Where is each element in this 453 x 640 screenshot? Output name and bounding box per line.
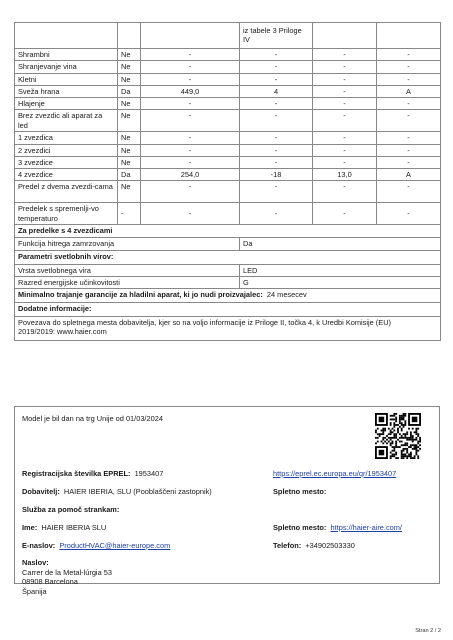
table-cell: Ne [118,132,141,144]
table-cell: - [377,203,441,225]
address-label: Naslov: [22,558,49,567]
table-cell: - [313,98,377,110]
supplier-info-box [14,406,440,596]
section-heading: Za predelke s 4 zvezdicami [15,225,441,238]
table-cell: iz tabele 3 Priloge IV [240,23,313,49]
compartment-name: Shranjevanje vina [15,61,118,73]
table-cell: A [377,169,441,181]
light-type-label: Vrsta svetlobnega vira [15,264,240,276]
table-cell: - [377,144,441,156]
energy-class-label: Razred energijske učinkovitosti [15,276,240,288]
additional-text-line: Povezava do spletnega mesta dobavitelja, kjer so na voljo informacije iz Priloge II, točka 4, k Uredbi Komisije (EU) [18,318,391,327]
compartment-name: Predelek s spremenlji-vo temperaturo [15,203,118,225]
table-cell: - [377,156,441,168]
phone-line [273,541,355,550]
compartment-name: Hlajenje [15,98,118,110]
table-cell: 449,0 [141,85,240,97]
table-cell: - [240,132,313,144]
table-cell: 254,0 [141,169,240,181]
table-cell: - [313,132,377,144]
table-row [15,289,441,303]
table-cell: Ne [118,144,141,156]
table-cell: - [313,85,377,97]
eprel-link[interactable]: https://eprel.ec.europa.eu/qr/1953407 [273,469,397,478]
phone-value: +34902503330 [305,541,355,550]
table-cell: -18 [240,169,313,181]
light-type-value: LED [240,264,441,276]
table-cell: - [240,156,313,168]
table-cell: - [240,110,313,132]
table-cell: - [313,203,377,225]
table-cell: - [240,49,313,61]
supplier-value: HAIER IBERIA, SLU (Pooblaščeni zastopnik) [63,487,212,496]
website-label: Spletno mesto: [273,487,327,496]
compartment-name: Sveža hrana [15,85,118,97]
table-cell: - [141,49,240,61]
table-row [15,49,441,61]
table-cell: - [313,49,377,61]
compartment-name: 2 zvezdici [15,144,118,156]
table-cell: Ne [118,110,141,132]
compartment-name: 1 zvezdica [15,132,118,144]
supplier-line [22,487,212,496]
phone-label: Telefon: [273,541,302,550]
table-cell: - [240,181,313,203]
table-cell: - [377,98,441,110]
name-line [22,523,106,532]
table-cell: 13,0 [313,169,377,181]
table-row [15,144,441,156]
address-line: Španija [22,586,47,596]
address-line: 08908 Barcelona [22,577,78,587]
table-cell: Da [118,85,141,97]
table-row [15,156,441,168]
table-cell: - [240,98,313,110]
table-row [15,73,441,85]
address-block [22,558,112,597]
qr-code[interactable] [375,413,421,459]
table-cell: A [377,85,441,97]
table-cell: - [313,110,377,132]
table-cell: - [313,156,377,168]
table-row [15,317,441,341]
email-label: E-naslov: [22,541,56,550]
table-row [15,85,441,97]
table-cell: Ne [118,181,141,203]
email-link[interactable]: ProductHVAC@haier-europe.com [59,541,171,550]
table-row [15,132,441,144]
table-row [15,276,441,288]
eprel-label: Registracijska številka EPREL: [22,469,131,478]
additional-text-line: 2019/2019: www.haier.com [18,327,107,337]
warranty-label: Minimalno trajanje garancije za hladilni aparat, ki jo nudi proizvajalec: [18,290,263,299]
support-heading: Služba za pomoč strankam: [22,505,120,514]
website2-label: Spletno mesto: [273,523,327,532]
table-row [15,203,441,225]
eprel-line [22,469,163,478]
table-cell: Ne [118,156,141,168]
table-cell: - [377,132,441,144]
table-cell: - [377,49,441,61]
table-cell: Ne [118,98,141,110]
table-row [15,303,441,317]
compartment-name: 3 zvezdice [15,156,118,168]
compartment-table [14,22,441,341]
address-line: Carrer de la Metal-lúrgia 53 [22,567,112,577]
table-row [15,110,441,132]
table-cell: 4 [240,85,313,97]
name-label: Ime: [22,523,38,532]
fast-freeze-label: Funkcija hitrega zamrzovanja [15,238,240,250]
eprel-value: 1953407 [134,469,164,478]
compartment-name: Predel z dvema zvezdi-cama [15,181,118,203]
table-cell: - [240,203,313,225]
table-row [15,181,441,203]
table-row [15,23,441,49]
additional-info-cell [15,317,441,341]
table-cell: - [377,110,441,132]
table-cell: - [141,110,240,132]
table-cell: Ne [118,73,141,85]
page-number: Stran 2 / 2 [415,628,441,634]
section-heading: Parametri svetlobnih virov: [15,250,441,264]
table-row [15,264,441,276]
table-cell: - [377,61,441,73]
table-cell: - [313,73,377,85]
energy-class-value: G [240,276,441,288]
table-row [15,225,441,238]
table-cell: - [240,73,313,85]
table-cell: - [240,61,313,73]
table-cell: - [141,98,240,110]
website2-line [273,523,402,532]
table-cell: - [313,61,377,73]
table-row [15,98,441,110]
table-cell: - [141,61,240,73]
compartment-name: Brez zvezdic ali aparat za led [15,110,118,132]
table-cell: - [313,144,377,156]
table-cell: Ne [118,49,141,61]
table-cell: - [118,203,141,225]
table-cell: - [240,144,313,156]
table-cell: - [141,73,240,85]
table-row [15,238,441,250]
table-cell: - [141,181,240,203]
table-cell: - [141,156,240,168]
compartment-name: 4 zvezdice [15,169,118,181]
email-line [22,541,170,550]
table-cell: - [141,144,240,156]
table-cell: - [377,73,441,85]
table-row [15,250,441,264]
section-heading: Dodatne informacije: [15,303,441,317]
name-value: HAIER IBERIA SLU [41,523,107,532]
table-cell: Da [118,169,141,181]
website2-link[interactable]: https://haier-aire.com/ [330,523,402,532]
table-cell: - [377,181,441,203]
compartment-name: Shrambni [15,49,118,61]
table-cell: Ne [118,61,141,73]
supplier-label: Dobavitelj: [22,487,60,496]
warranty-value: 24 mesecev [266,290,307,299]
model-date: Model je bil dan na trg Unije od 01/03/2024 [22,414,163,423]
table-cell: - [141,132,240,144]
table-row [15,169,441,181]
warranty-cell [15,289,441,303]
table-cell: - [313,181,377,203]
compartment-name: Kletni [15,73,118,85]
table-cell: - [141,203,240,225]
fast-freeze-value: Da [240,238,441,250]
table-row [15,61,441,73]
